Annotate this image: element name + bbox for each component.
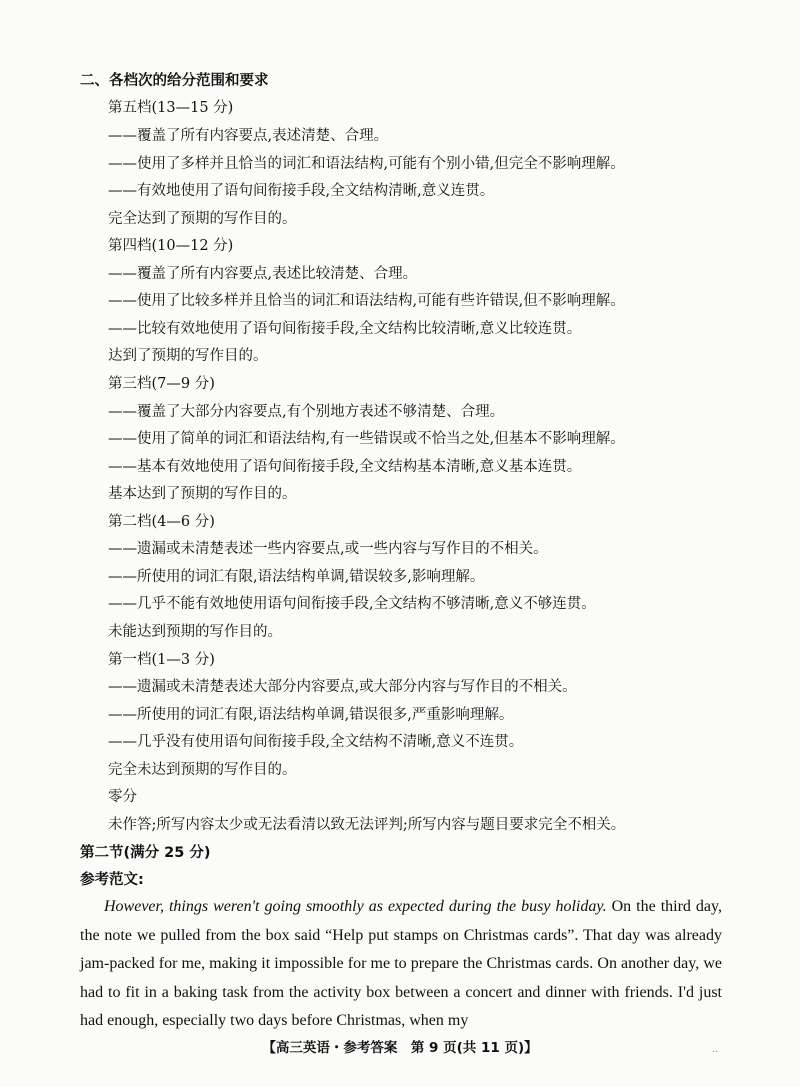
level-item: ——几乎没有使用语句间衔接手段,全文结构不清晰,意义不连贯。 — [108, 734, 524, 750]
level-item: ——有效地使用了语句间衔接手段,全文结构清晰,意义连贯。 — [108, 183, 495, 199]
zero-title: 零分 — [108, 789, 137, 805]
level-item: ——比较有效地使用了语句间衔接手段,全文结构比较清晰,意义比较连贯。 — [108, 321, 582, 337]
page-footer: 【高三英语・参考答案 第 9 页(共 11 页)】 — [262, 1040, 538, 1056]
level-item: ——几乎不能有效地使用语句间衔接手段,全文结构不够清晰,意义不够连贯。 — [108, 596, 596, 612]
section-heading: 二、各档次的给分范围和要求 — [80, 73, 269, 89]
level-item: ——使用了简单的词汇和语法结构,有一些错误或不恰当之处,但基本不影响理解。 — [108, 431, 625, 447]
sample-essay — [80, 893, 722, 1036]
level-item: ——覆盖了所有内容要点,表述比较清楚、合理。 — [108, 266, 418, 282]
level-item: ——覆盖了大部分内容要点,有个别地方表述不够清楚、合理。 — [108, 404, 505, 420]
level-conclusion: 未能达到预期的写作目的。 — [108, 624, 282, 640]
level-item: ——覆盖了所有内容要点,表述清楚、合理。 — [108, 128, 389, 144]
essay-paragraph — [80, 893, 722, 1036]
part-heading: 第二节(满分 25 分) — [80, 845, 211, 861]
sample-heading: 参考范文: — [80, 872, 144, 888]
level-item: ——基本有效地使用了语句间衔接手段,全文结构基本清晰,意义基本连贯。 — [108, 459, 582, 475]
zero-text: 未作答;所写内容太少或无法看清以致无法评判;所写内容与题目要求完全不相关。 — [108, 817, 626, 833]
essay-body: On the third day, the note we pulled from the box said “Help put stamps on Christmas cards”. That day was already jam-packed for me, making it impossible for me to prepare the Christmas cards. On another day, we had to fit in a baking task from the activity box between a concert and dinner with friends. I'd just had enough, especially two days before Christmas, when my — [80, 898, 722, 1029]
level-item: ——所使用的词汇有限,语法结构单调,错误很多,严重影响理解。 — [108, 707, 514, 723]
level-item: ——使用了多样并且恰当的词汇和语法结构,可能有个别小错,但完全不影响理解。 — [108, 156, 625, 172]
level-conclusion: 达到了预期的写作目的。 — [108, 348, 268, 364]
level-title: 第五档(13—15 分) — [108, 100, 234, 116]
level-title: 第一档(1—3 分) — [108, 652, 215, 668]
level-title: 第三档(7—9 分) — [108, 376, 215, 392]
level-item: ——所使用的词汇有限,语法结构单调,错误较多,影响理解。 — [108, 569, 485, 585]
level-conclusion: 完全未达到预期的写作目的。 — [108, 762, 297, 778]
level-title: 第四档(10—12 分) — [108, 238, 234, 254]
essay-opening-sentence: However, things weren't going smoothly as expected during the busy holiday. — [104, 898, 607, 915]
footer-mark: .. — [712, 1044, 719, 1055]
level-conclusion: 基本达到了预期的写作目的。 — [108, 486, 297, 502]
level-item: ——遗漏或未清楚表述一些内容要点,或一些内容与写作目的不相关。 — [108, 541, 548, 557]
level-conclusion: 完全达到了预期的写作目的。 — [108, 211, 297, 227]
level-item: ——使用了比较多样并且恰当的词汇和语法结构,可能有些许错误,但不影响理解。 — [108, 293, 625, 309]
level-title: 第二档(4—6 分) — [108, 514, 215, 530]
level-item: ——遗漏或未清楚表述大部分内容要点,或大部分内容与写作目的不相关。 — [108, 679, 577, 695]
